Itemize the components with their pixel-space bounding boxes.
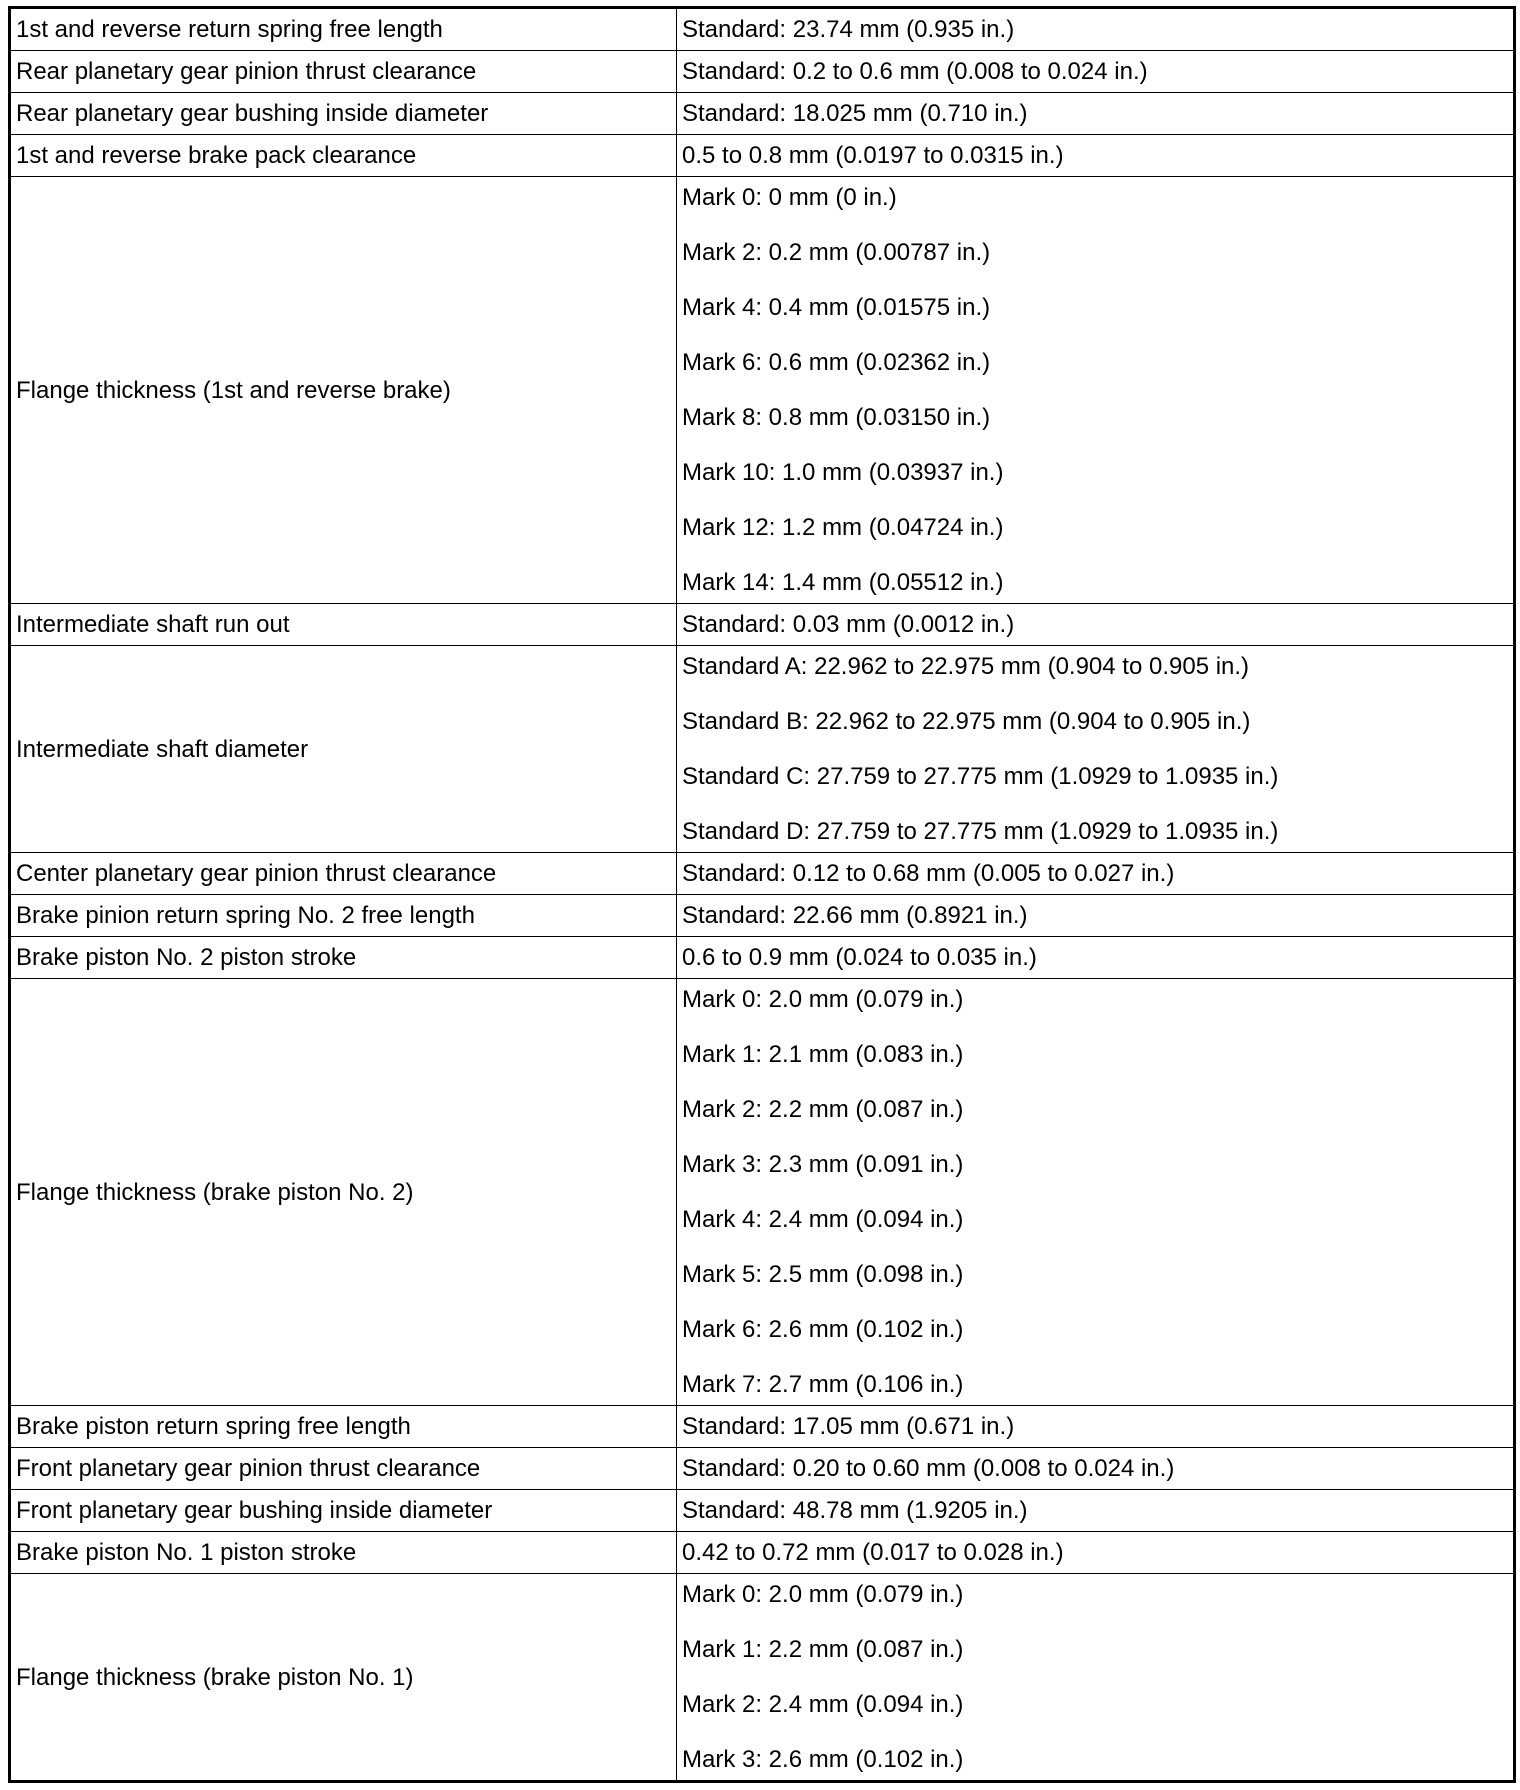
spec-item-cell: Intermediate shaft diameter [10,646,677,853]
spec-row [10,135,1515,177]
spec-value-line: Mark 1: 2.2 mm (0.087 in.) [682,1636,964,1663]
spec-row [10,1490,1515,1532]
spec-item-cell: Center planetary gear pinion thrust clearance [10,853,677,895]
spec-value-cell [677,51,1515,93]
spec-value-line: Mark 5: 2.5 mm (0.098 in.) [682,1261,964,1288]
spec-value-line: Standard: 0.03 mm (0.0012 in.) [682,611,1015,638]
spec-value-cell [677,1490,1515,1532]
spec-value-line: Standard B: 22.962 to 22.975 mm (0.904 to 0.905 in.) [682,708,1251,735]
spec-value-cell [677,1406,1515,1448]
spec-value-line: Standard: 0.12 to 0.68 mm (0.005 to 0.027 in.) [682,860,1175,887]
spec-value-cell [677,135,1515,177]
spec-row [10,937,1515,979]
spec-item-cell: 1st and reverse brake pack clearance [10,135,677,177]
spec-row [10,177,1515,604]
spec-value-line: Standard C: 27.759 to 27.775 mm (1.0929 to 1.0935 in.) [682,763,1279,790]
spec-value-line: Standard: 23.74 mm (0.935 in.) [682,16,1015,43]
spec-value-cell [677,853,1515,895]
spec-value-line: Mark 0: 2.0 mm (0.079 in.) [682,986,964,1013]
spec-value-line: 0.6 to 0.9 mm (0.024 to 0.035 in.) [682,944,1037,971]
spec-value-line: Mark 3: 2.3 mm (0.091 in.) [682,1151,964,1178]
spec-value-cell [677,979,1515,1406]
spec-item-cell: 1st and reverse return spring free length [10,8,677,51]
spec-item-cell: Rear planetary gear bushing inside diameter [10,93,677,135]
spec-value-cell [677,1448,1515,1490]
spec-value-line: Standard: 17.05 mm (0.671 in.) [682,1413,1015,1440]
spec-value-line: Mark 3: 2.6 mm (0.102 in.) [682,1746,964,1773]
spec-row [10,51,1515,93]
spec-value-line: Mark 2: 2.4 mm (0.094 in.) [682,1691,964,1718]
spec-row [10,979,1515,1406]
spec-item-cell: Front planetary gear bushing inside diameter [10,1490,677,1532]
spec-value-line: Mark 4: 0.4 mm (0.01575 in.) [682,294,991,321]
spec-row [10,646,1515,853]
spec-value-line: Standard A: 22.962 to 22.975 mm (0.904 to 0.905 in.) [682,653,1250,680]
spec-value-line: Mark 7: 2.7 mm (0.106 in.) [682,1371,964,1398]
spec-value-line: Standard: 18.025 mm (0.710 in.) [682,100,1028,127]
spec-value-line: Mark 10: 1.0 mm (0.03937 in.) [682,459,1004,486]
spec-item-cell: Brake piston return spring free length [10,1406,677,1448]
spec-value-cell [677,646,1515,853]
spec-value-line: 0.42 to 0.72 mm (0.017 to 0.028 in.) [682,1539,1064,1566]
spec-value-cell [677,937,1515,979]
spec-value-line: Standard: 0.2 to 0.6 mm (0.008 to 0.024 in.) [682,58,1148,85]
spec-row [10,853,1515,895]
specification-table [8,6,1516,1783]
spec-item-cell: Flange thickness (1st and reverse brake) [10,177,677,604]
spec-value-cell [677,177,1515,604]
spec-value-line: Mark 12: 1.2 mm (0.04724 in.) [682,514,1004,541]
spec-item-cell: Rear planetary gear pinion thrust clearance [10,51,677,93]
spec-value-line: Mark 6: 0.6 mm (0.02362 in.) [682,349,991,376]
spec-value-line: Standard: 0.20 to 0.60 mm (0.008 to 0.024 in.) [682,1455,1175,1482]
spec-value-cell [677,93,1515,135]
spec-row [10,1574,1515,1782]
spec-value-cell [677,604,1515,646]
spec-value-line: 0.5 to 0.8 mm (0.0197 to 0.0315 in.) [682,142,1064,169]
spec-item-cell: Brake pinion return spring No. 2 free length [10,895,677,937]
spec-row [10,8,1515,51]
spec-row [10,604,1515,646]
spec-value-line: Mark 6: 2.6 mm (0.102 in.) [682,1316,964,1343]
spec-item-cell: Front planetary gear pinion thrust clearance [10,1448,677,1490]
spec-value-line: Mark 8: 0.8 mm (0.03150 in.) [682,404,991,431]
spec-value-cell [677,1532,1515,1574]
spec-row [10,1532,1515,1574]
spec-value-cell [677,1574,1515,1782]
spec-value-line: Mark 0: 2.0 mm (0.079 in.) [682,1581,964,1608]
spec-value-line: Mark 14: 1.4 mm (0.05512 in.) [682,569,1004,596]
spec-value-line: Mark 1: 2.1 mm (0.083 in.) [682,1041,964,1068]
specification-table-body [10,8,1515,1782]
spec-value-line: Mark 4: 2.4 mm (0.094 in.) [682,1206,964,1233]
spec-item-cell: Brake piston No. 1 piston stroke [10,1532,677,1574]
spec-value-line: Mark 2: 2.2 mm (0.087 in.) [682,1096,964,1123]
spec-row [10,1448,1515,1490]
spec-value-cell [677,895,1515,937]
spec-item-cell: Flange thickness (brake piston No. 2) [10,979,677,1406]
spec-value-line: Mark 0: 0 mm (0 in.) [682,184,897,211]
spec-row [10,1406,1515,1448]
spec-item-cell: Brake piston No. 2 piston stroke [10,937,677,979]
spec-value-line: Standard: 22.66 mm (0.8921 in.) [682,902,1028,929]
spec-value-line: Mark 2: 0.2 mm (0.00787 in.) [682,239,991,266]
spec-row [10,895,1515,937]
spec-value-line: Standard D: 27.759 to 27.775 mm (1.0929 to 1.0935 in.) [682,818,1279,845]
spec-row [10,93,1515,135]
spec-value-cell [677,8,1515,51]
spec-item-cell: Intermediate shaft run out [10,604,677,646]
spec-item-cell: Flange thickness (brake piston No. 1) [10,1574,677,1782]
spec-value-line: Standard: 48.78 mm (1.9205 in.) [682,1497,1028,1524]
